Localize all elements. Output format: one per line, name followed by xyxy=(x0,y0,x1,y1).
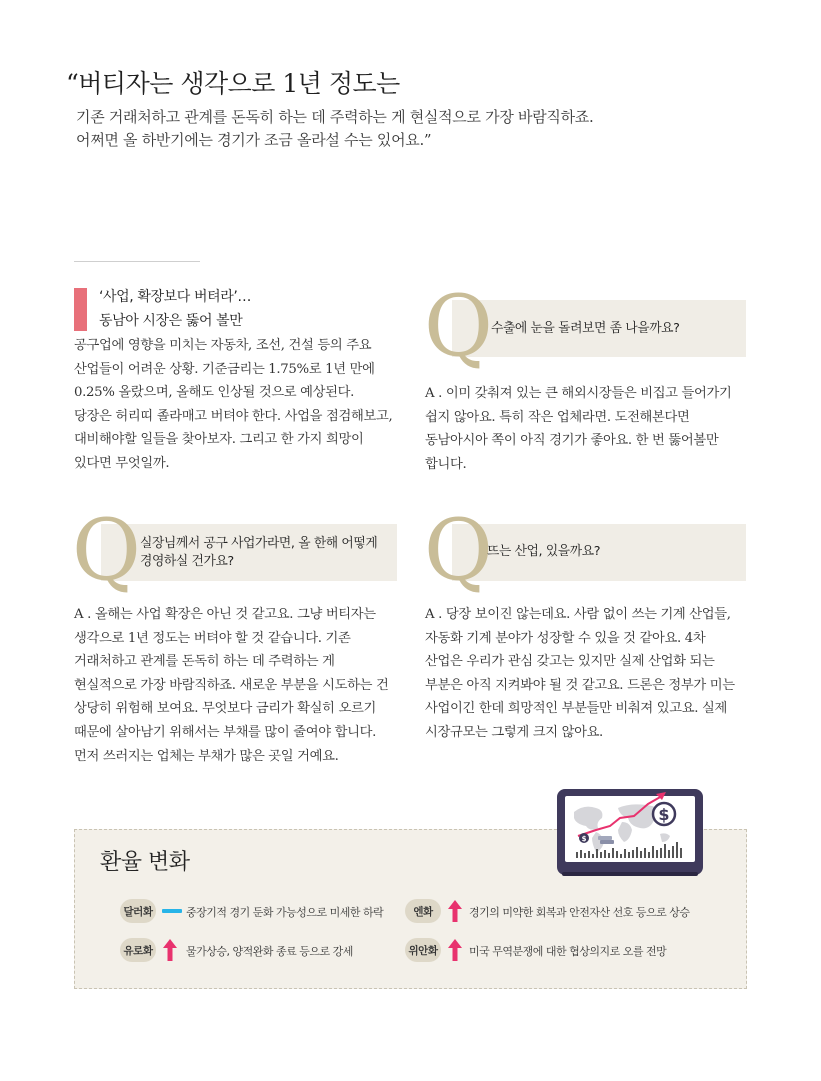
question-line: 뜨는 산업, 있을까요? xyxy=(487,544,601,559)
intro-body xyxy=(74,334,392,476)
currency-note: 미국 무역분쟁에 대한 협상의지로 오를 전망 xyxy=(469,945,667,958)
currency-note: 중장기적 경기 둔화 가능성으로 미세한 하락 xyxy=(186,906,384,919)
currency-badge-jpy: 엔화 xyxy=(405,899,441,923)
answer-line: A . 이미 갖춰져 있는 큰 해외시장들은 비집고 들어가기 xyxy=(425,386,732,401)
intro-heading xyxy=(99,285,251,333)
answer-line: 산업은 우리가 관심 갖고는 있지만 실제 산업화 되는 xyxy=(425,654,715,670)
answer-line: 합니다. xyxy=(425,456,467,472)
question-line: 경영하실 건가요? xyxy=(140,554,234,569)
currency-note: 물가상승, 양적완화 종료 등으로 강세 xyxy=(186,945,353,958)
coin-dollar-symbol: $ xyxy=(581,835,587,843)
answer-line: A . 당장 보이진 않는데요. 사람 없이 쓰는 기계 산업들, xyxy=(425,607,731,622)
answer-line: 생각으로 1년 정도는 버텨야 할 것 같습니다. 기존 xyxy=(74,630,351,646)
q-letter: Q xyxy=(424,501,493,599)
intro-marker xyxy=(74,288,87,331)
question-line: 실장님께서 공구 사업가라면, 올 한해 어떻게 xyxy=(140,536,378,551)
answer-line: 자동화 기계 분야가 성장할 수 있을 것 같아요. 4차 xyxy=(425,630,706,646)
monitor-world-map-chart-dollar-icon xyxy=(556,788,704,878)
currency-badge-usd: 달러화 xyxy=(120,899,156,923)
question-text xyxy=(487,543,600,561)
q-letter: Q xyxy=(72,501,141,599)
answer-line: 때문에 살아남기 위해서는 부채를 많이 줄여야 합니다. xyxy=(74,724,377,740)
pull-quote-line: 어쩌면 올 하반기에는 경기가 조금 올라설 수는 있어요.” xyxy=(76,131,432,149)
question-text xyxy=(140,535,377,571)
up-arrow-icon xyxy=(447,938,463,962)
pull-quote-line: 기존 거래처하고 관계를 돈독히 하는 데 주력하는 게 현실적으로 가장 바람직하죠. xyxy=(76,108,594,126)
pull-quote-title: “버티자는 생각으로 1년 정도는 xyxy=(66,69,400,98)
answer-text xyxy=(425,603,735,745)
section-divider xyxy=(74,261,200,262)
answer-text xyxy=(425,382,732,476)
pull-quote-body xyxy=(76,106,593,152)
answer-line: 현실적으로 가장 바람직하죠. 새로운 부분을 시도하는 건 xyxy=(74,677,389,693)
answer-line: A . 올해는 사업 확장은 아닌 것 같고요. 그냥 버티자는 xyxy=(74,607,376,622)
currency-badge-cny: 위안화 xyxy=(405,938,441,962)
up-arrow-icon xyxy=(447,899,463,923)
intro-body-line: 공구업에 영향을 미치는 자동차, 조선, 건설 등의 주요 xyxy=(74,338,372,353)
intro-body-line: 대비해야할 일들을 찾아보자. 그리고 한 가지 희망이 xyxy=(74,432,364,448)
intro-body-line: 산업들이 어려운 상황. 기준금리는 1.75%로 1년 만에 xyxy=(74,361,375,377)
currency-badge-eur: 유로화 xyxy=(120,938,156,962)
answer-text xyxy=(74,603,389,768)
answer-line: 시장규모는 그렇게 크지 않아요. xyxy=(425,724,603,740)
intro-body-line: 0.25% 올랐으며, 올해도 인상될 것으로 예상된다. xyxy=(74,385,355,401)
intro-heading-line: ‘사업, 확장보다 버텨라’… xyxy=(99,289,251,305)
intro-heading-line: 동남아 시장은 뚫어 볼만 xyxy=(99,313,243,329)
q-letter: Q xyxy=(424,277,493,375)
answer-line: 거래처하고 관계를 돈독히 하는 데 주력하는 게 xyxy=(74,654,335,670)
currency-note: 경기의 미약한 회복과 안전자산 선호 등으로 상승 xyxy=(469,906,690,919)
answer-line: 동남아시아 쪽이 아직 경기가 좋아요. 한 번 뚫어볼만 xyxy=(425,433,719,449)
answer-line: 사업이긴 한데 희망적인 부분들만 비춰져 있고요. 실제 xyxy=(425,701,728,717)
exchange-rate-title: 환율 변화 xyxy=(100,850,190,875)
answer-line: 상당히 위험해 보여요. 무엇보다 금리가 확실히 오르기 xyxy=(74,701,377,717)
question-line: 수출에 눈을 돌려보면 좀 나을까요? xyxy=(491,321,680,336)
intro-body-line: 당장은 허리띠 졸라매고 버텨야 한다. 사업을 점검해보고, xyxy=(74,408,393,424)
question-text xyxy=(491,320,680,338)
up-arrow-icon xyxy=(162,938,178,962)
flat-trend-icon xyxy=(162,909,182,913)
answer-line: 쉽지 않아요. 특히 작은 업체라면. 도전해본다면 xyxy=(425,409,690,425)
answer-line: 부분은 아직 지켜봐야 될 것 같고요. 드론은 정부가 미는 xyxy=(425,677,735,693)
intro-body-line: 있다면 무엇일까. xyxy=(74,455,170,471)
dollar-symbol: $ xyxy=(658,805,670,824)
answer-line: 먼저 쓰러지는 업체는 부채가 많은 곳일 거예요. xyxy=(74,748,339,764)
